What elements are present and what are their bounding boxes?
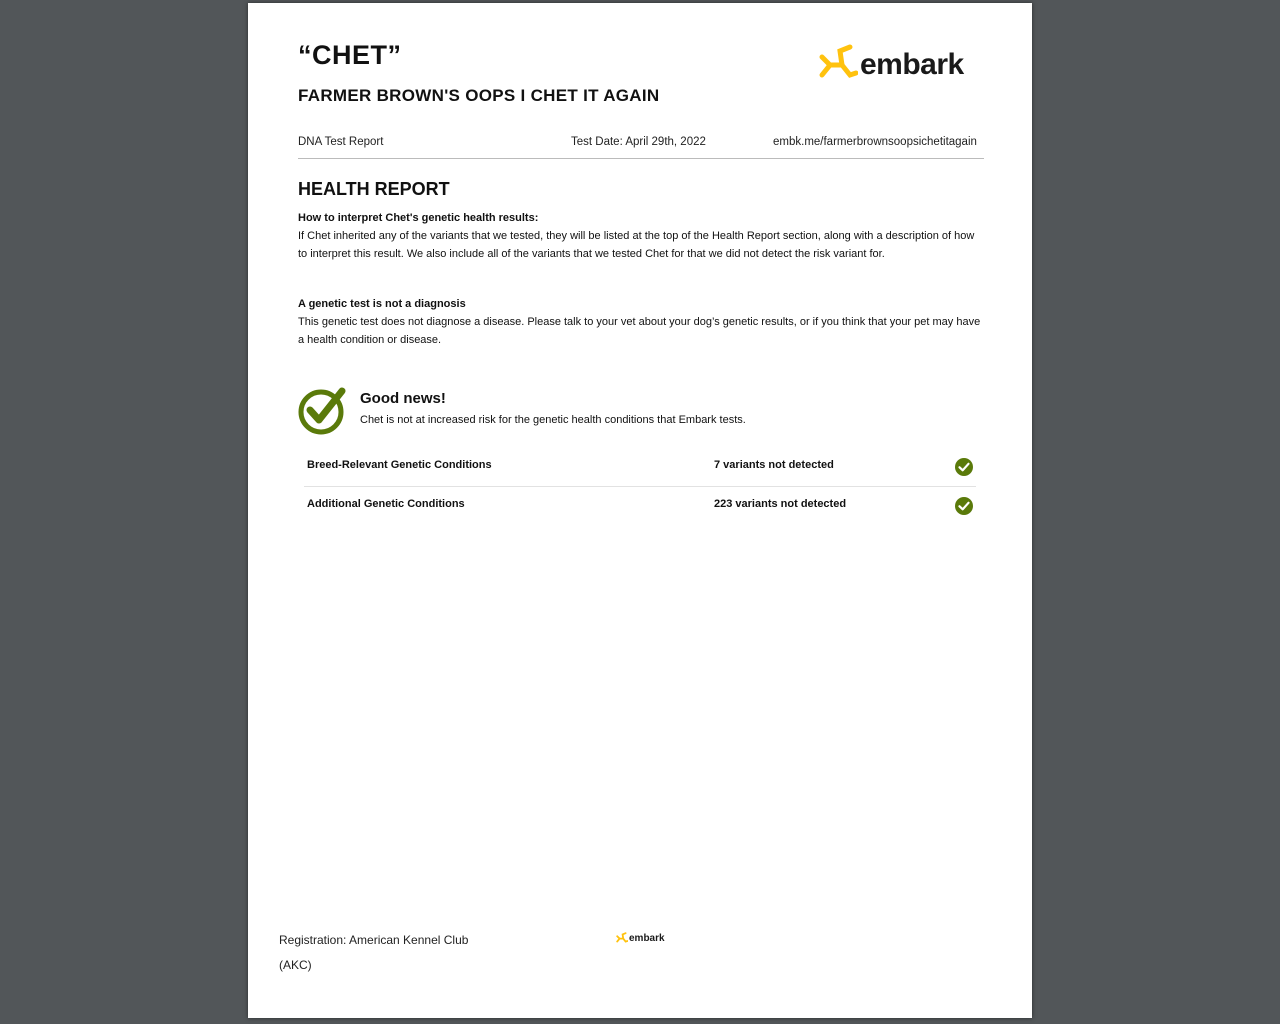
good-news-body: Chet is not at increased risk for the genetic health conditions that Embark tests.: [360, 414, 746, 426]
interpret-heading: How to interpret Chet's genetic health results:: [298, 212, 539, 224]
embark-logo-icon: [616, 932, 628, 944]
condition-status: 223 variants not detected: [714, 498, 847, 510]
dog-registered-name: FARMER BROWN'S OOPS I CHET IT AGAIN: [298, 86, 660, 105]
good-news-banner: [298, 385, 984, 437]
footer-logo-text: embark: [629, 932, 665, 944]
footer-embark-logo: [616, 932, 665, 944]
embark-logo-text: embark: [860, 48, 964, 81]
good-news-title: Good news!: [360, 390, 446, 407]
results-table: [304, 448, 976, 525]
section-title: HEALTH REPORT: [298, 179, 450, 199]
check-circle-icon: [955, 497, 973, 515]
report-meta-row: [298, 136, 984, 159]
interpret-block: [298, 209, 984, 263]
check-circle-icon: [955, 458, 973, 476]
embark-logo-icon: [818, 43, 858, 83]
table-row: [304, 486, 976, 525]
table-row: [304, 448, 976, 486]
diagnosis-body: This genetic test does not diagnose a disease. Please talk to your vet about your dog’s genetic results, or if you think that your pet may have a health condition or disease.: [298, 316, 981, 346]
big-check-circle-icon: [298, 385, 346, 435]
report-type: DNA Test Report: [298, 136, 384, 148]
diagnosis-block: [298, 295, 984, 349]
document-page: [248, 3, 1032, 1018]
report-link[interactable]: embk.me/farmerbrownsoopsichetitagain: [773, 136, 977, 148]
condition-label: Breed-Relevant Genetic Conditions: [307, 459, 492, 471]
dog-call-name: “CHET”: [298, 40, 402, 70]
condition-label: Additional Genetic Conditions: [307, 498, 465, 510]
interpret-body: If Chet inherited any of the variants that we tested, they will be listed at the top of the Health Report section, along with a description of how to interpret this result. We also include all of the variants that we tested Chet for that we did not detect the risk variant for.: [298, 230, 975, 260]
diagnosis-heading: A genetic test is not a diagnosis: [298, 298, 466, 310]
test-date: Test Date: April 29th, 2022: [571, 136, 706, 148]
condition-status: 7 variants not detected: [714, 459, 834, 471]
footer-registration: Registration: American Kennel Club (AKC): [279, 933, 469, 972]
embark-logo: [818, 43, 964, 83]
